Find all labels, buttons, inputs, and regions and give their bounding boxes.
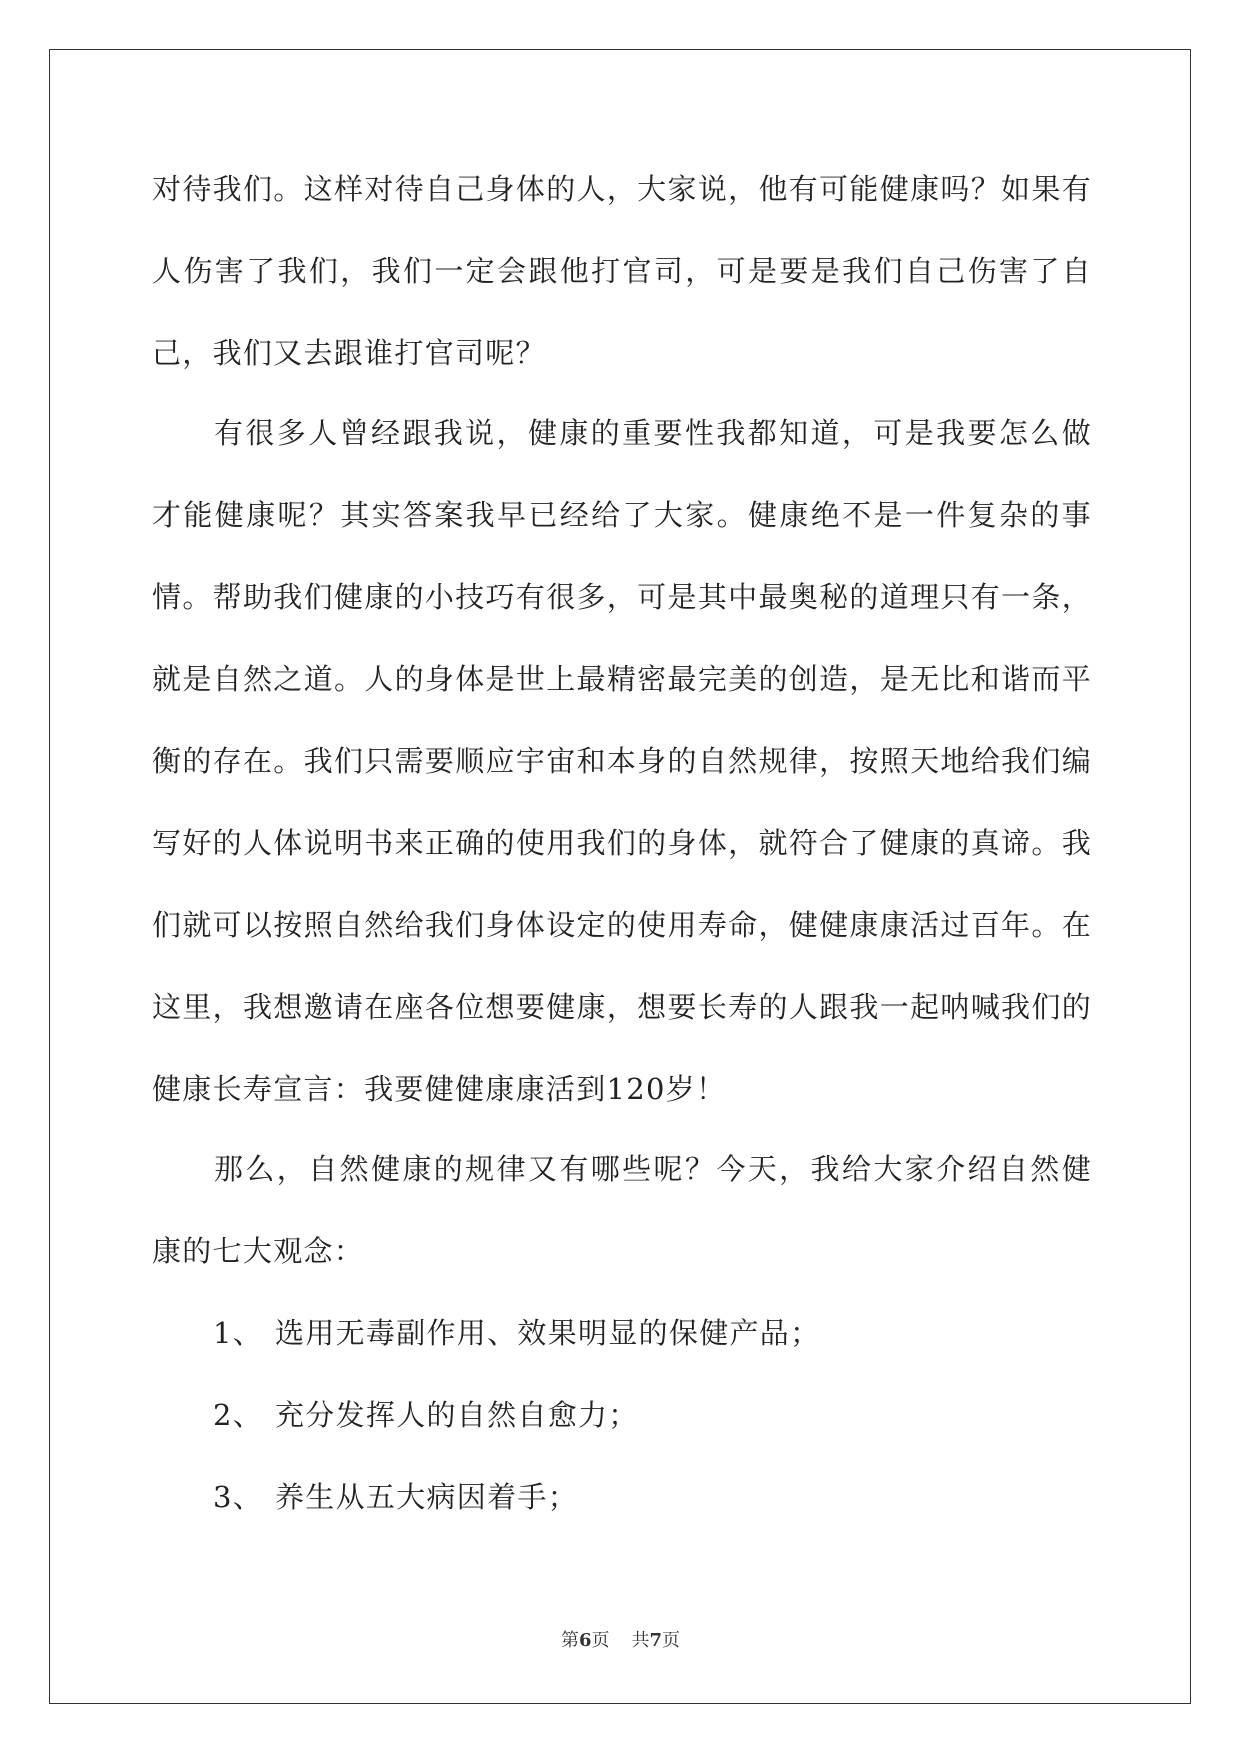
list-item-text: 养生从五大病因着手； (275, 1480, 579, 1514)
list-item-number: 2、 (213, 1398, 264, 1432)
page-footer (0, 1626, 1241, 1652)
page-suffix: 页 (591, 1630, 610, 1651)
paragraph-1: 对待我们。这样对待自己身体的人，大家说，他有可能健康吗？如果有人伤害了我们，我们一定会跟他打官司，可是要是我们自己伤害了自己，我们又去跟谁打官司呢？ (152, 172, 1092, 370)
list-item-text: 充分发挥人的自然自愈力； (275, 1398, 639, 1432)
list-item (213, 1292, 1093, 1374)
total-prefix: 共 (631, 1630, 650, 1651)
list-item (213, 1456, 1093, 1538)
list-item-number: 1、 (213, 1316, 264, 1350)
list-item-number: 3、 (213, 1480, 264, 1514)
list-item-text: 选用无毒副作用、效果明显的保健产品； (275, 1316, 821, 1350)
total-suffix: 页 (662, 1630, 681, 1651)
paragraph-2: 有很多人曾经跟我说，健康的重要性我都知道，可是我要怎么做才能健康呢？其实答案我早已经给了大家。健康绝不是一件复杂的事情。帮助我们健康的小技巧有很多，可是其中最奥秘的道理只有一条，就是自然之道。人的身体是世上最精密最完美的创造，是无比和谐而平衡的存在。我们只需要顺应宇宙和本身的自然规律，按照天地给我们编写好的人体说明书来正确的使用我们的身体，就符合了健康的真谛。我们就可以按照自然给我们身体设定的使用寿命，健健康康活过百年。在这里，我想邀请在座各位想要健康，想要长寿的人跟我一起呐喊我们的健康长寿宣言：我要健健康康活到120岁！ (152, 416, 1092, 1106)
page-current: 6 (578, 1630, 592, 1651)
page-total: 7 (649, 1630, 663, 1651)
page-prefix: 第 (560, 1630, 579, 1651)
paragraph-3: 那么，自然健康的规律又有哪些呢？今天，我给大家介绍自然健康的七大观念： (152, 1152, 1092, 1268)
list-item (213, 1374, 1093, 1456)
